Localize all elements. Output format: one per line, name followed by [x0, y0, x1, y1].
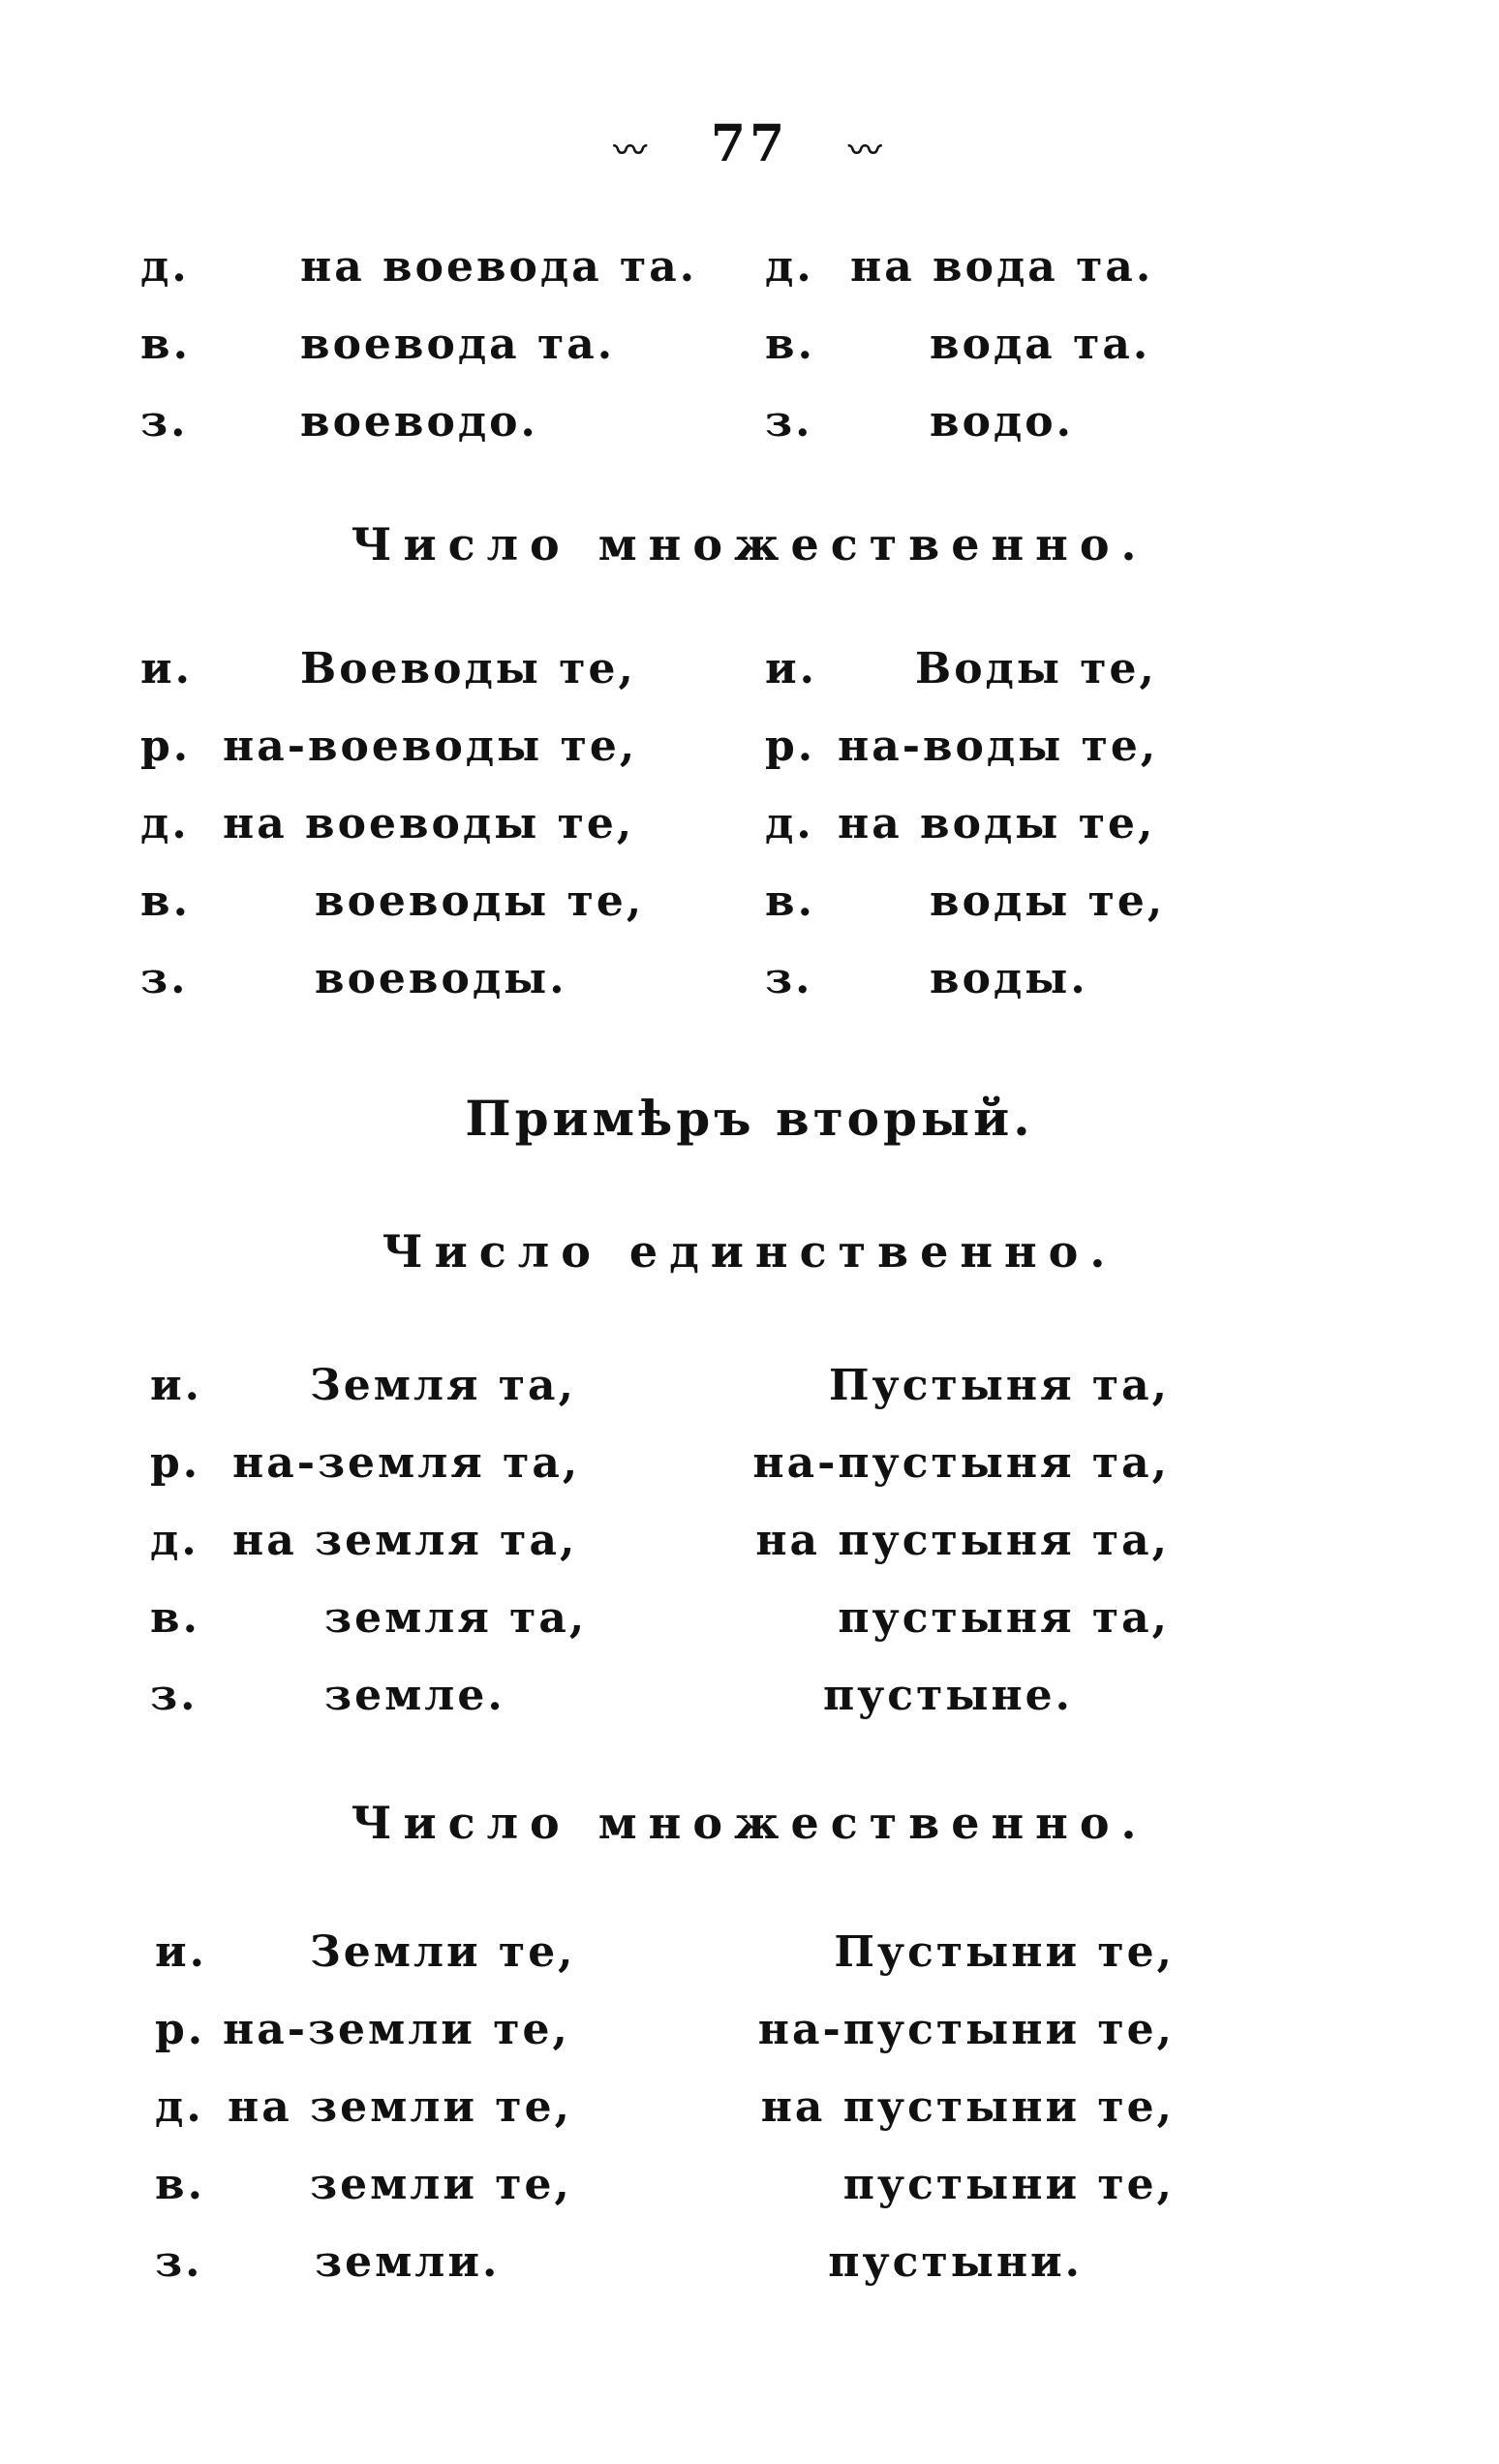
word-form: воеводо. — [300, 397, 538, 447]
declension-row — [0, 954, 1499, 1012]
declension-row — [0, 1361, 1499, 1419]
case-label: д. — [765, 242, 814, 292]
word-form: на вода та. — [850, 242, 1154, 292]
case-label: р. — [150, 1438, 201, 1488]
word-form: пустыня та, — [838, 1593, 1170, 1643]
case-label: в. — [150, 1593, 200, 1643]
declension-row — [0, 1927, 1499, 1986]
case-label: в. — [765, 320, 815, 369]
case-label: д. — [140, 799, 190, 848]
case-label: в. — [140, 877, 191, 926]
case-label: д. — [140, 242, 190, 292]
case-label: д. — [765, 799, 814, 848]
word-form: на-воеводы те, — [223, 722, 638, 771]
word-form: на пустыни те, — [760, 2082, 1175, 2132]
declension-row — [0, 644, 1499, 702]
section-heading: Число множественно. — [351, 1797, 1148, 1849]
declension-row — [0, 722, 1499, 780]
word-form: на-пустыни те, — [757, 2005, 1175, 2054]
declension-row — [0, 1516, 1499, 1574]
declension-row — [0, 2005, 1499, 2063]
case-label: д. — [150, 1516, 199, 1565]
word-form: земли те, — [310, 2160, 572, 2209]
declension-row — [0, 242, 1499, 300]
word-form: Воеводы те, — [300, 644, 636, 693]
case-label: з. — [140, 397, 189, 447]
folio-ornament-left: 〰 — [613, 132, 651, 170]
declension-row — [0, 2160, 1499, 2218]
declension-row — [0, 2082, 1499, 2141]
declension-row — [0, 397, 1499, 455]
folio-ornament-right: 〰 — [848, 132, 886, 170]
page-header — [0, 114, 1499, 173]
section-heading: Число множественно. — [351, 518, 1148, 570]
word-form: на воеводы те, — [223, 799, 635, 848]
case-label: з. — [765, 954, 813, 1003]
word-form: воеводы те, — [315, 877, 645, 926]
word-form: на земля та, — [232, 1516, 578, 1565]
word-form: на пустыня та, — [755, 1516, 1170, 1565]
declension-row — [0, 799, 1499, 857]
case-label: з. — [140, 954, 189, 1003]
case-label: з. — [765, 397, 813, 447]
word-form: на земли те, — [228, 2082, 572, 2132]
word-form: на воды те, — [838, 799, 1156, 848]
case-label: в. — [765, 877, 815, 926]
word-form: земли. — [315, 2237, 501, 2287]
word-form: Пустыни те, — [834, 1927, 1175, 1977]
word-form: на-воды те, — [838, 722, 1159, 771]
word-form: вода та. — [930, 320, 1151, 369]
page-number: 77 — [710, 114, 789, 173]
word-form: пустыни те, — [842, 2160, 1175, 2209]
case-label: з. — [155, 2237, 203, 2287]
case-label: р. — [140, 722, 192, 771]
word-form: воды те, — [930, 877, 1166, 926]
word-form: водо. — [930, 397, 1074, 447]
case-label: и. — [150, 1361, 202, 1410]
declension-row — [0, 1593, 1499, 1651]
word-form: Пустыня та, — [829, 1361, 1170, 1410]
word-form: Воды те, — [915, 644, 1157, 693]
word-form: земле. — [324, 1671, 505, 1720]
word-form: на-земли те, — [223, 2005, 570, 2054]
word-form: земля та, — [324, 1593, 588, 1643]
word-form: воды. — [930, 954, 1088, 1003]
case-label: р. — [155, 2005, 206, 2054]
case-label: в. — [155, 2160, 205, 2209]
word-form: пустыни. — [828, 2237, 1083, 2287]
declension-row — [0, 2237, 1499, 2295]
word-form: Земли те, — [310, 1927, 576, 1977]
case-label: з. — [150, 1671, 199, 1720]
case-label: и. — [765, 644, 817, 693]
word-form: воевода та. — [300, 320, 616, 369]
word-form: воеводы. — [315, 954, 567, 1003]
word-form: на-пустыня та, — [752, 1438, 1170, 1488]
declension-row — [0, 320, 1499, 378]
declension-row — [0, 1671, 1499, 1729]
declension-row — [0, 877, 1499, 935]
case-label: и. — [140, 644, 193, 693]
word-form: на воевода та. — [300, 242, 698, 292]
case-label: в. — [140, 320, 191, 369]
section-heading: Число единственно. — [382, 1225, 1117, 1278]
word-form: пустыне. — [822, 1671, 1073, 1720]
declension-row — [0, 1438, 1499, 1496]
case-label: и. — [155, 1927, 207, 1977]
case-label: р. — [765, 722, 816, 771]
case-label: д. — [155, 2082, 204, 2132]
example-heading: Примѣръ вторый. — [465, 1090, 1034, 1147]
word-form: Земля та, — [310, 1361, 576, 1410]
word-form: на-земля та, — [232, 1438, 581, 1488]
